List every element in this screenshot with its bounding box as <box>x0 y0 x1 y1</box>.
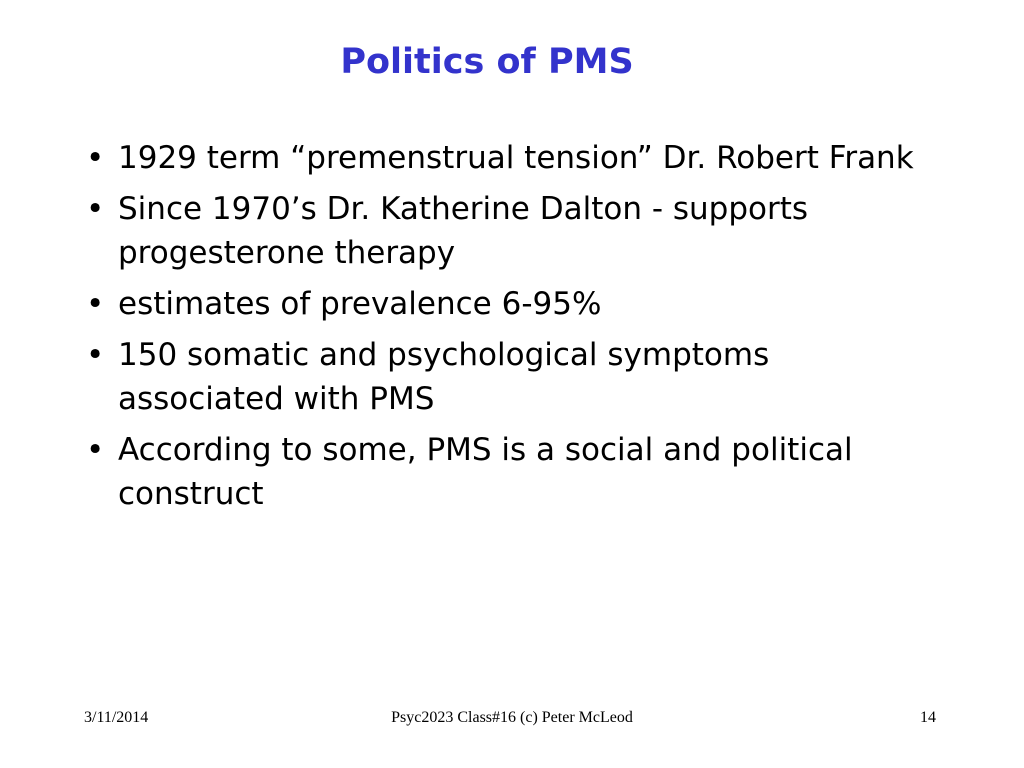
bullet-item <box>82 428 942 516</box>
bullet-list <box>82 136 942 523</box>
bullet-icon: • <box>86 140 105 176</box>
bullet-text: 150 somatic and psychological symptoms associated with PMS <box>118 337 770 417</box>
bullet-item <box>82 187 942 275</box>
page-number: 14 <box>920 709 936 726</box>
bullet-text: Since 1970’s Dr. Katherine Dalton - supports progesterone therapy <box>118 191 809 271</box>
bullet-item <box>82 282 942 326</box>
bullet-icon: • <box>86 191 105 227</box>
footer-course-info: Psyc2023 Class#16 (c) Peter McLeod <box>391 709 633 726</box>
bullet-icon: • <box>86 286 105 322</box>
footer-date: 3/11/2014 <box>84 709 149 726</box>
bullet-item <box>82 136 942 180</box>
bullet-item <box>82 333 942 421</box>
bullet-text: estimates of prevalence 6-95% <box>118 286 602 322</box>
bullet-icon: • <box>86 432 105 468</box>
bullet-text: 1929 term “premenstrual tension” Dr. Robert Frank <box>118 140 914 176</box>
slide-title: Politics of PMS <box>340 42 634 82</box>
bullet-icon: • <box>86 337 105 373</box>
bullet-text: According to some, PMS is a social and political construct <box>118 432 853 512</box>
